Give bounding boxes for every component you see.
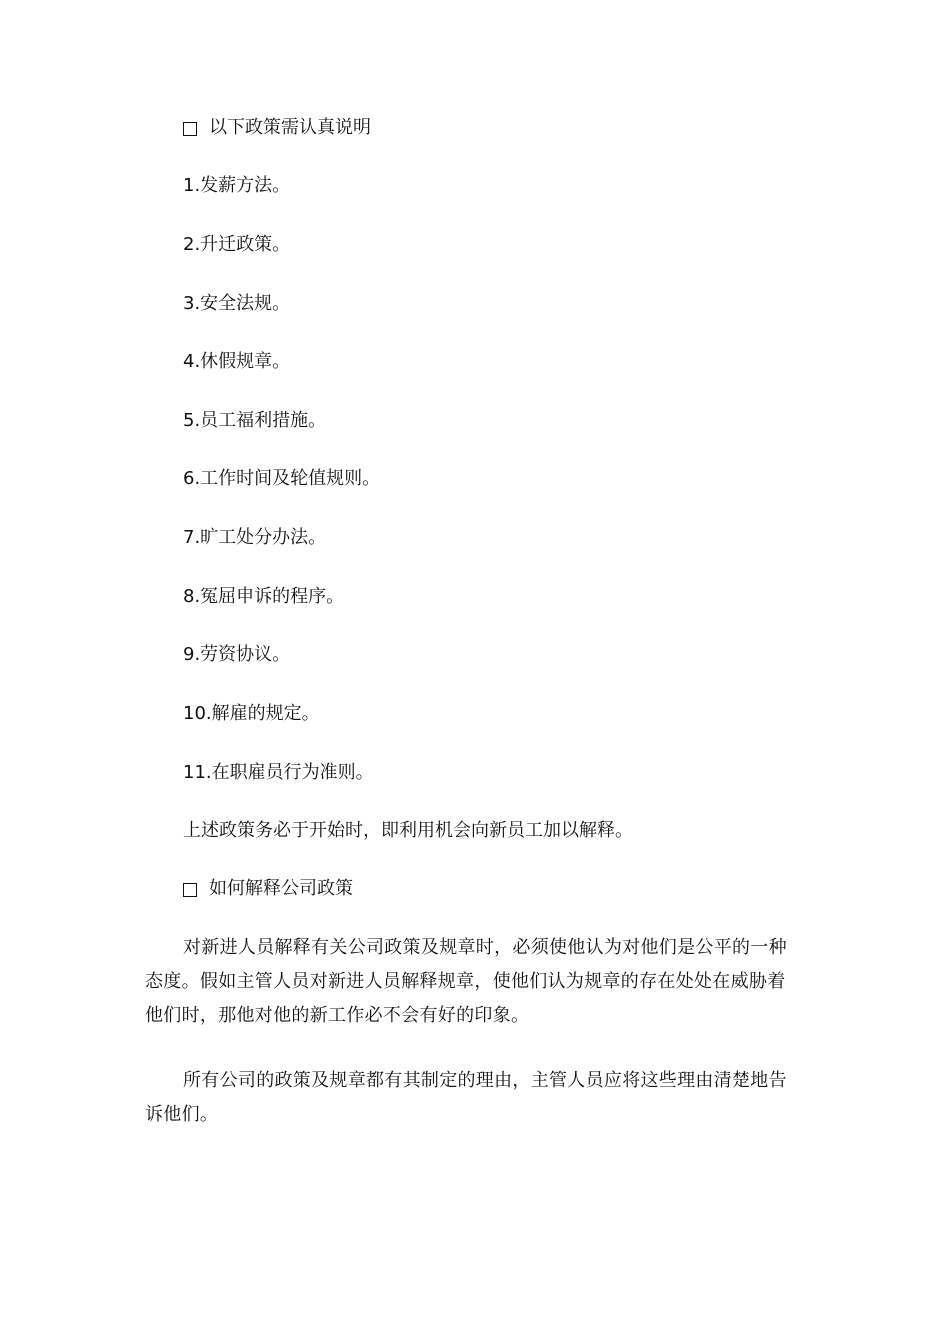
policy-item: 11.在职雇员行为准则。 xyxy=(183,762,374,783)
policy-item: 7.旷工处分办法。 xyxy=(183,527,327,548)
policy-item: 5.员工福利措施。 xyxy=(183,410,327,431)
checkbox-square-icon xyxy=(183,883,197,897)
section-heading-text: 如何解释公司政策 xyxy=(209,878,353,899)
policy-item: 6.工作时间及轮值规则。 xyxy=(183,468,381,489)
section-heading-explain xyxy=(183,877,353,901)
policy-item: 10.解雇的规定。 xyxy=(183,703,320,724)
policy-item: 4.休假规章。 xyxy=(183,351,291,372)
policy-item: 1.发薪方法。 xyxy=(183,175,291,196)
section-heading-policies xyxy=(183,116,371,140)
section-heading-text: 以下政策需认真说明 xyxy=(209,117,371,138)
policy-item: 9.劳资协议。 xyxy=(183,644,291,665)
policy-summary: 上述政策务必于开始时，即利用机会向新员工加以解释。 xyxy=(183,820,633,841)
policy-item: 8.冤屈申诉的程序。 xyxy=(183,586,345,607)
policy-item: 2.升迁政策。 xyxy=(183,234,291,255)
body-paragraph: 对新进人员解释有关公司政策及规章时，必须使他认为对他们是公平的一种态度。假如主管人员对新进人员解释规章，使他们认为规章的存在处处在威胁着他们时，那他对他的新工作必不会有好的印象。 xyxy=(145,937,787,1026)
body-paragraph: 所有公司的政策及规章都有其制定的理由，主管人员应将这些理由清楚地告诉他们。 xyxy=(145,1070,787,1125)
checkbox-square-icon xyxy=(183,122,197,136)
policy-item: 3.安全法规。 xyxy=(183,293,291,314)
